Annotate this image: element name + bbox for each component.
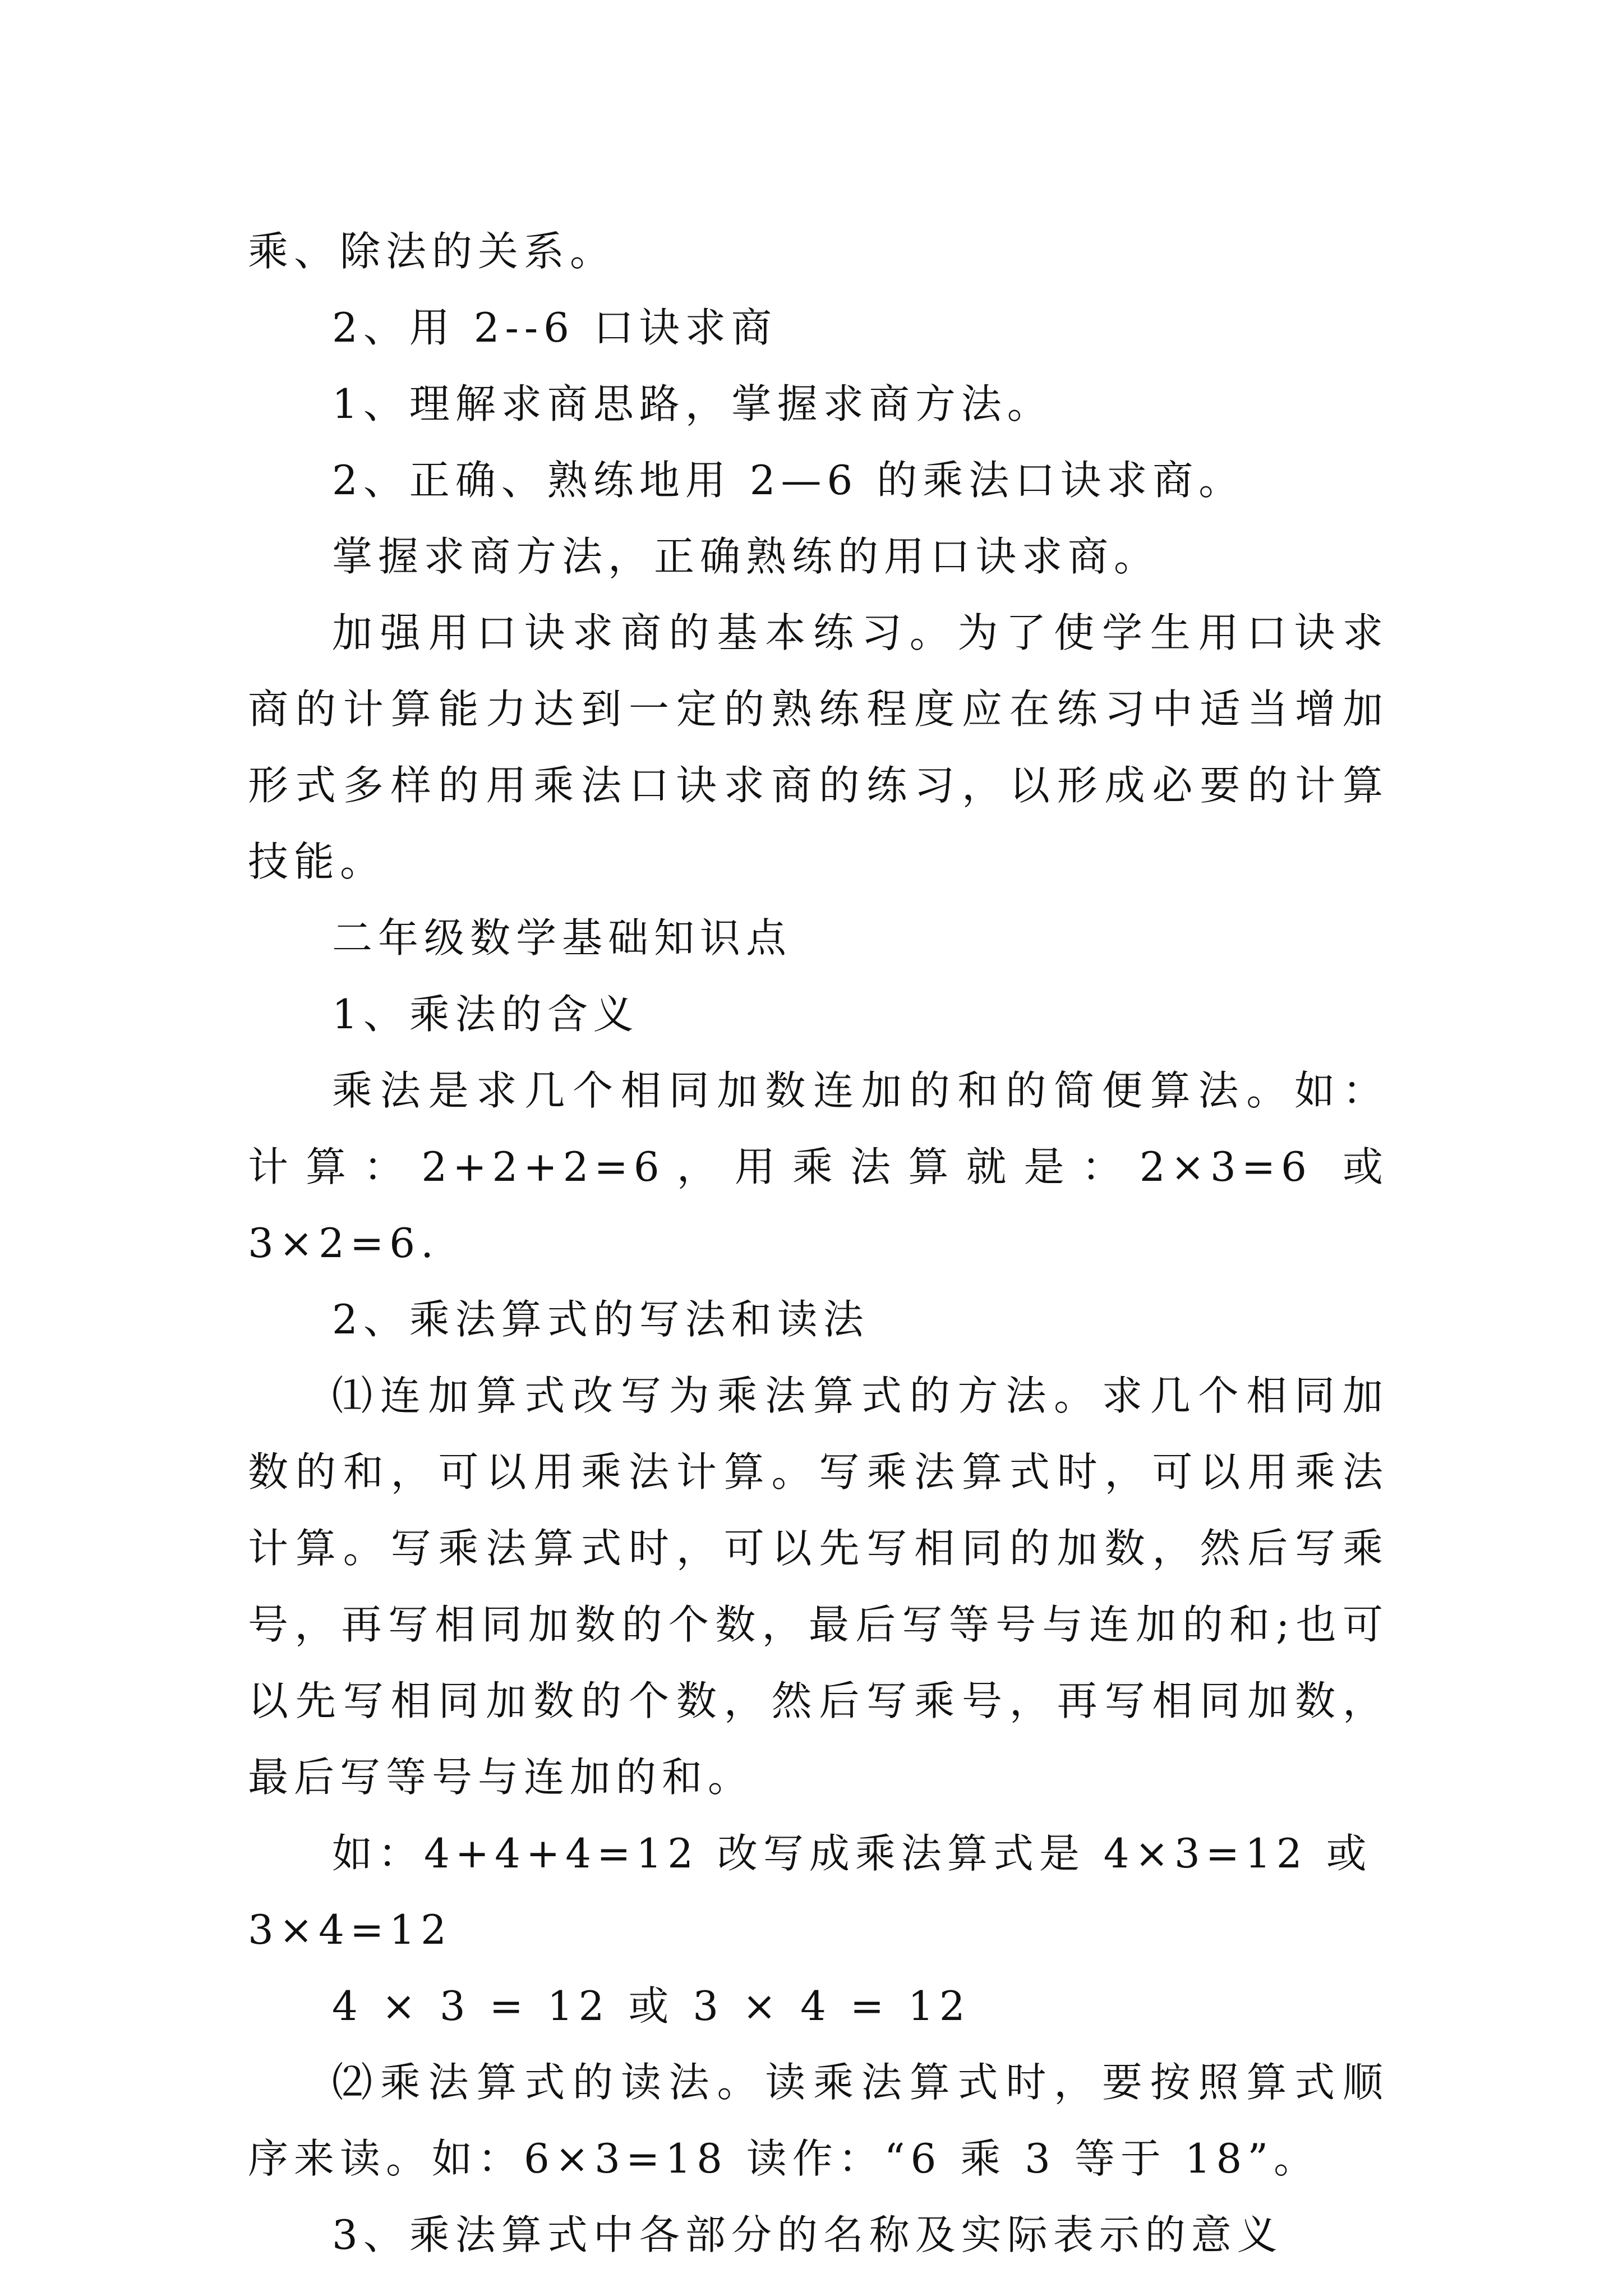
paragraph-2: 2、用 2--6 口诀求商 — [332, 304, 777, 351]
document-body — [248, 213, 1407, 2273]
paragraph-15: 3、乘法算式中各部分的名称及实际表示的意义 — [332, 2211, 1283, 2258]
paragraph-12: 如：4+4+4=12 改写成乘法算式是 4×3=12 或 3×4=12 — [248, 1830, 1391, 1953]
paragraph-10: 2、乘法算式的写法和读法 — [332, 1296, 869, 1343]
section-heading: 二年级数学基础知识点 — [332, 914, 792, 961]
paragraph-1: 乘、除法的关系。 — [248, 228, 616, 275]
paragraph-3: 1、理解求商思路，掌握求商方法。 — [332, 380, 1053, 427]
paragraph-6: 加强用口诀求商的基本练习。为了使学生用口诀求商的计算能力达到一定的熟练程度应在练习中适当增加形式多样的用乘法口诀求商的练习，以形成必要的计算技能。 — [248, 609, 1389, 885]
paragraph-13: 4 × 3 = 12 或 3 × 4 = 12 — [332, 1982, 971, 2030]
paragraph-11: ⑴连加算式改写为乘法算式的方法。求几个相同加数的和，可以用乘法计算。写乘法算式时，可以用乘法计算。写乘法算式时，可以先写相同的加数，然后写乘号，再写相同加数的个数，最后写等号与连加的和;也可以先写相同加数的个数，然后写乘号，再写相同加数，最后写等号与连加的和。 — [248, 1372, 1389, 1801]
paragraph-4: 2、正确、熟练地用 2—6 的乘法口诀求商。 — [332, 457, 1245, 504]
paragraph-5: 掌握求商方法，正确熟练的用口诀求商。 — [332, 533, 1160, 580]
paragraph-14: ⑵乘法算式的读法。读乘法算式时，要按照算式顺序来读。如：6×3=18 读作：“6 乘 3 等于 18”。 — [248, 2059, 1389, 2182]
paragraph-9: 乘法是求几个相同加数连加的和的简便算法。如：计算：2+2+2=6，用乘法算就是：2×3=6 或 3×2=6. — [248, 1067, 1407, 1267]
paragraph-8: 1、乘法的含义 — [332, 991, 639, 1038]
